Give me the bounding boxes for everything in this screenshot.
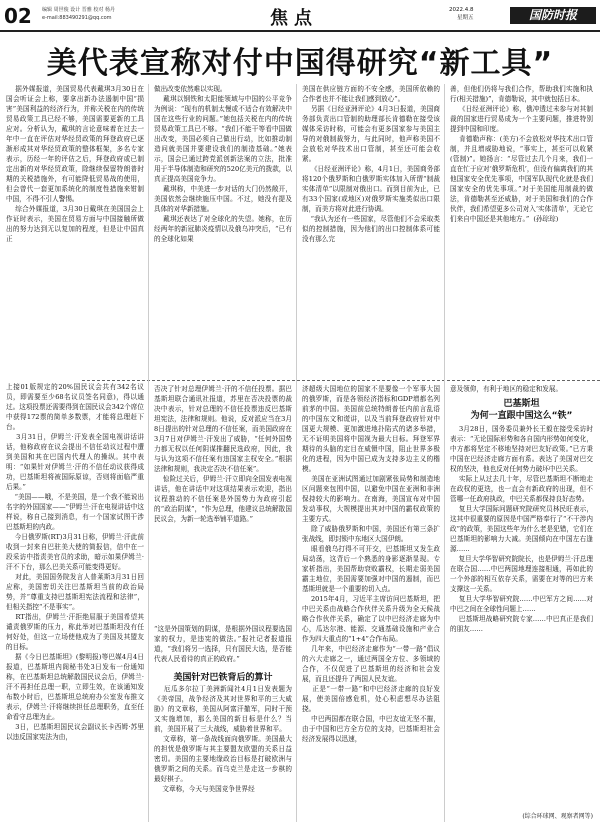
editor-credits bbox=[42, 6, 115, 22]
issue-date bbox=[449, 6, 474, 22]
subheading-1: 美国针对巴铁背后的算计 bbox=[173, 673, 273, 683]
article-column-3: 美国在供应链方面的不安全感，美国所依赖的合作者也并不能让我们感到放心”。 另据《日经亚洲评论》4月3日报道，美国商务部负责出口管制的助理部长肯德勒在接受该媒体采访时称，可能会有更多国家参与美国主导的对俄制裁努力，与此同时，他声称美国不会放松对华技术出口管制，甚至还可能会收紧。 《日经亚洲评论》称，4月1日，美国商务部将120个俄罗斯和白俄罗斯实体加入所谓“制裁实体清单”以限制对俄出口。而到目前为止，已有33个国家(或地区)对俄罗斯实施类似出口限制，而美方将对此进行协调。 “我认为还有一些国家，尽管他们不会采取类似的控制措施，因为他们的出口控制体系可能没有那么完 bbox=[302, 85, 440, 243]
mid-column-a: 否决了针对总理伊姆兰·汗的不信任投票。据巴基斯坦联合通讯社报道，苏里在否决投票的裁决中表示，针对总理的不信任投票违反巴基斯坦宪法，法律和规则。他说，反对派应当在3月8日提出的针对总理的不信任案，而美国政府在3月7日对伊姆兰·汗发出了威胁，“任何外国势力都无权以任何阴谋推翻民选政府，因此，我与认为这项不信任案有违国家主权安全。”根据法律和规则，我决定否决不信任案”。 惊险过关后，伊姆兰·汗立即向全国发表电视讲话，他在讲话中对这项结果表示欢迎，指出议程推动的不信任案是外国势力为政府引起的“政治阴谋”，“作为总理，他建议总统解散国民议会，为新一轮选举铺平道路。” bbox=[154, 385, 292, 523]
lead-article: 上接01版规定的20%国民议会共有342名议员，即需要至少68名议员签名同意)，得以通过。这项投票还需要得到在国民议会342个席位中获得172票的简单多数票，才能将总理赶下台。 3月31日，伊姆兰·汗发表全国电视讲话讲话，他称政府在议会提出不信任动议过程中遭到美国和其在巴国内代理人的操纵。其中表明：“如果针对伊姆兰·汗的不信任动议获得成功，巴基斯坦将被国际原谅，否则将面临严重后果。” “美国——哦，不是美国，是一个我不能说出名字的外国国家——”伊姆兰·汗在电视讲话中这样说，称自己接到消息，有一个国家试图干涉巴基斯坦的内政。 今日俄罗斯(RT)3月31日称，伊姆兰·汗此前收到一封来自巴驻美大使的简报信，信中在一段采访中指责美官员的求助，暗示如果伊姆兰·汗不下台，那么巴美关系可能变得更好。 对此，美国国务院发言人普莱斯3月31日回应称，美国密切关注巴基斯坦当前的政治局势，并“尊重支持巴基斯坦宪法流程和法律”，但相关指控“不是事实”。 RT指出，伊姆兰·汗拒绝屈服于美国希望其谴责俄罗斯的压力，称此举对巴基斯坦没有任何好处，但这一立场使他成为了美国及其盟友的目标。 据《今日巴基斯坦》(黎明报)等巴媒4月4日报道，巴基斯坦内阁秘书处3日发布一份通知称，在巴基斯坦总统解散国民议会后，伊姆兰·汗不再担任总理一职，立即生效，在该通知发布数小时后，巴基斯坦总统府办公室发布推文表示，伊姆兰·汗将继续担任总理职务，直至任命看守总理为止。 3日，巴基斯坦国民议会副议长卡西姆·苏里以违反国家宪法为由， bbox=[6, 383, 144, 741]
article-credit: (综合环球网、观察者网等) bbox=[522, 813, 593, 820]
article-column-2: 做出改变依然难以实现。 戴琪以钢铁和太阳能领域与中国的公平竞争为例说：“现有的机制太慢或不适合有效解决中国在这些行业的问题。”她包括关税在内的传统贸易政策工具已不够。“我们不能干等看中国做出改变，美国必须自己做出行动，比如推动制造问就美国并要建设我们的制造基础。”她表示，国会已通过跨党派创新法案的立法，批准用于半导体制造和研究的520亿美元的拨款，以真正提高美国竞争力。 戴琪称，中美进一步对话的大门仍然敞开，美国依然会继续施压中国。不过，她没有提及具体的对华新措施。 戴琪还表达了对全球化的失望。她称，在历经两年的新冠肺炎疫情以及俄乌冲突后，“已有的全球化如果 bbox=[154, 85, 292, 243]
page-header bbox=[0, 0, 600, 32]
subsection-2-text: 3月28日，国务委员兼外长王毅在接受采访时表示：“无论国际形势和各自国内形势如何变化，中方都将坚定不移地坚持对巴友好政策。”已方秉中国在巴经济走廊方面有系。表达了美国对巴交权的坚决，他也反对任何势力破坏中巴关系。 实际上从过去几十年，尽管巴基斯坦不断地走在政权的更迭，也一直会有新政府的出现，但不管哪一任政府执政，中巴关系都保持良好态势。 复旦大学国际问题研究院研究员林民旺表示，这其中很重要的原因是中国严格奉行了“不干涉内政”的政策，美国这些年为什么老是犯错，它们在巴基斯坦的影响力大减。美国倾向在中国左右逢源…… 复旦大学华智研究院院长，也是伊姆兰·汗总理在联合国……中巴两国地理连接相通，再如此的一个外部的相互依存关系，需要在对等的巴方来支撑这一关系。 复旦大学华智研究院……中巴军方之间……对中巴之间在全球性问题上…… 巴基斯坦战略研究院专家……中巴真正是我们的朋友…… bbox=[450, 425, 593, 633]
date-text: 2022.4.8 bbox=[449, 7, 474, 13]
mid-column-b: “这是外国策划的阴谋，是根据外国议程要选国家的权力，是违宪的做法。”报社记者报道报道，“我们将另一选择，只有国民大选，是否能代表人民看待的真正的政府。” bbox=[154, 625, 292, 662]
subheading-2: 巴基斯坦 为何一直跟中国这么“铁” bbox=[470, 399, 573, 421]
article-column-1: 据外媒报道，美国贸易代表戴琪3月30日在国会听证会上称，要拿出新办法遏制中国“损害”美国利益的经济行为，并称关税在内的传统贸易政策工具已经不够，美国需要更新的工具应对。分析认为，戴琪的言论意味着在过去一年中一直在评估对华经贸政策的拜登政府已逐渐形成其对华经贸政策的整体框架，多名专家表示，历经一年的评估之后，拜登政府或已制定出新的对华经贸政策，除继续保留特朗普时期的关税措施外，有可能降低贸易战的使用，但会曾代一套更加系统化的制度性措施来钳制中国，不得不引人警惕。 综合外媒报道，3月30日戴琪在美国国会上作证时表示，美国在贸易方面与中国接触所做出的努力达到无以复加的程度，但是让中国真正 bbox=[6, 85, 144, 243]
column-rule bbox=[296, 84, 297, 822]
subsection-1-text: 厄瓜多尔拉丁美洲新闻社4月1日发表题为《美帝国，战争经济及其对世界和平的三大威胁》的文章称，美国从阿富汗撤军，同时干预又实施增加，那么美国的新目标是什么？当前，美国开展了三大战线，威胁着世界和平。 文章称，第一条战线面向俄罗斯。美国最大的担忧是俄罗斯与其主要盟友欧盟的关系日益密切。美国的主要地缘政治目标是打破欧洲与俄罗斯之间的关系。而乌克兰是走这一步棋的最好棋子。 文章称，今天与美国竞争世界经 bbox=[154, 685, 292, 793]
column-rule bbox=[444, 84, 445, 822]
right-column-a: 济超级大国地位的国家不是要像一个军事大国的俄罗斯，而是各领经济指标和GDP增都名列前茅的中国。美国前总统特朗普任内前言乱语的中国东文和谎讲，以及当前拜登政府针对中国更大规模、更加激进地扑陷式的诸多举措，无不证明美国将中国视为最大目标。拜登军界期待的头脑的定目在威慑中国，阻止世界多极化的进程，因为中国已成为支持多边主义的楷模。 美国在亚洲试图通过加剧紧张局势和制造地区问题来包围中国，以避免中国在亚洲和非洲保持较大的影响力。在南海，美国宣布对中国发动事权，大规模提出其对中国的霸权政策的主要方式。 除了威胁俄罗斯和中国，美国还有第三条扩张战线，即封锁中东地区大国伊朗。 眼看俄乌打得不可开交，巴基斯坦又发生政局动荡，这背后一个熟悉的身影逐渐显现。专家析指出，美国帮助衰败霸权，长期走弱美国霸主地位，美国需要加强对中国的遏制，而巴基斯坦就是一个重要的切入点。 2015年4月，习近平主席访问巴基斯坦，把中巴关系由战略合作伙伴关系升级为全天候战略合作伙伴关系，确定了以中巴经济走廊为中心，瓜达尔港、能源、交通基础设施和产业合作为四大重点的“1+4”合作布局。 几年来，中巴经济走廊作为“一带一路”倡议的六大走廊之一，通过两国全方位、多领域的合作，不仅促进了巴基斯坦的经济和社会发展，而且还提升了两国人民友谊。 正是“一带一路”和中巴经济走廊的良好发展，使美国倍感危机，处心积虑想尽办法阻挠。 中巴两国都在联合国，中巴友谊无坚不摧，由于中国和巴方全方位的支持，巴基斯坦社会经济发展得以迅速， bbox=[302, 385, 440, 743]
article-column-4: 善，但他们仍将与我们合作，帮助我们实施和执行(相关措施)”，肯德勒说，其中就包括日本。 《日经亚洲评论》称，俄冲透过未参与对其制裁的国家进行贸易成为一个主要问题，推进特别提到中国和印度。 肯德勒声称：(美方)不会放松对华技术出口管制，并且增威胁地说，“事实上，甚至可以收紧(管制)”。她扬言：“尽管过去几个月来，我们一直在忙于应对‘俄罗斯危机’，但没有偏离我们的其他国家安全优先事项，中国军队现代化就是我们国家安全的优先事项。”对于美国能用制裁的做法，肯德勒甚至还威胁，对于美国和我们的合作伙伴，我们希望更多公司对入‘实体清单’，无论它们来自中国还是其他地方。” (孙琮琮) bbox=[450, 85, 593, 223]
section-title: 焦点 bbox=[270, 8, 318, 29]
column-rule bbox=[148, 84, 149, 822]
headline: 美代表宣称对付中国得研究“新工具” bbox=[46, 46, 554, 81]
masthead-logo: 国防时报 bbox=[510, 7, 596, 24]
editor-line: 编辑 周世俊 设计 晋雅 校对 杨丹 bbox=[42, 7, 115, 13]
page-number: 02 bbox=[4, 4, 32, 28]
weekday-text: 星期五 bbox=[456, 15, 474, 21]
section-divider bbox=[82, 380, 600, 381]
right-column-b: 意及领仰，有利于地区的稳定和发展。 bbox=[450, 385, 563, 393]
editor-email: e-mail:883490291@qq.com bbox=[42, 15, 112, 21]
